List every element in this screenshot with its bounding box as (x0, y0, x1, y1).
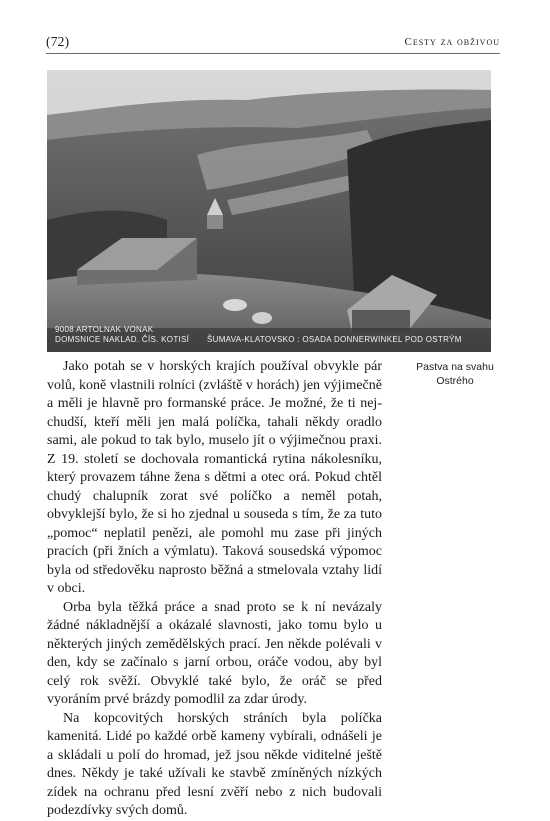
photo-label-left-2: DOMSNICE NAKLAD. ČÍS. KOTISÍ (55, 335, 190, 344)
paragraph: Jako potah se v horských krajích používal obvykle pár volů, koně vlastnili rolníci (zvláště v horách) jen výjimečně a měli je hlavně pro formanské práce. Je možné, že ti nejchudší, kteří měli jen malá políčka, tahali někdy oradlo sami, ale pokud to tak bylo, muselo jít o výjimečnou praxi. Z 19. století se dochovala romantická rytina nákolesníku, který provazem táhne žena s dětmi a otec orá. Pokud chtěl chudý chalupník zorat své políčko a neměl potah, obvyklejší bylo, že si ho zjednal u souseda s tím, že za tuto „pomoc“ neplatil penězi, ale pomohl mu zase při jiných pracích (při žních a výmlatu). Taková sousedská výpomoc byla od středověku naprosto běžná a stmelovala vztahy lidí v obci. (47, 359, 382, 596)
paragraph: Na kopcovitých horských stráních byla políčka kamenitá. Lidé po každé orbě kameny vybírali, odnášeli je a skládali u polí do hromad, jež jsou někde viditelné ještě dnes. Někdy je také užívali ke stavbě zmíněných nízkých zídek na ochranu před lesní zvěří nebo z nich budovali podezdívky svých domů. (47, 710, 382, 818)
body-text (47, 358, 382, 821)
figure-caption (400, 360, 510, 388)
running-header: Cesty za obživou (404, 36, 500, 48)
paragraph: Orba byla těžká práce a snad proto se k ní nevázaly žádné nákladnější a okázalé slavnosti, jako tomu bylo u některých jiných zemědělských prací. Jen někde polévali v den, kdy se začínalo s jarní orbou, oráče vodou, aby byl celý rok svěží. Obvyklé také bylo, že oráč se před vyoráním prvé brázdy pomodlil za zdar úrody. (47, 599, 382, 707)
page-number: (72) (46, 34, 70, 49)
landscape-photo (47, 70, 491, 352)
caption-line-2: Ostrého (436, 375, 474, 387)
photo-label-left-1: 9008 ARTOLNAK VONAK (55, 325, 154, 334)
caption-line-1: Pastva na svahu (416, 361, 494, 373)
header-rule (46, 53, 500, 54)
photo-label-main: ŠUMAVA-KLATOVSKO : OSADA DONNERWINKEL POD OSTRÝM (207, 335, 462, 344)
